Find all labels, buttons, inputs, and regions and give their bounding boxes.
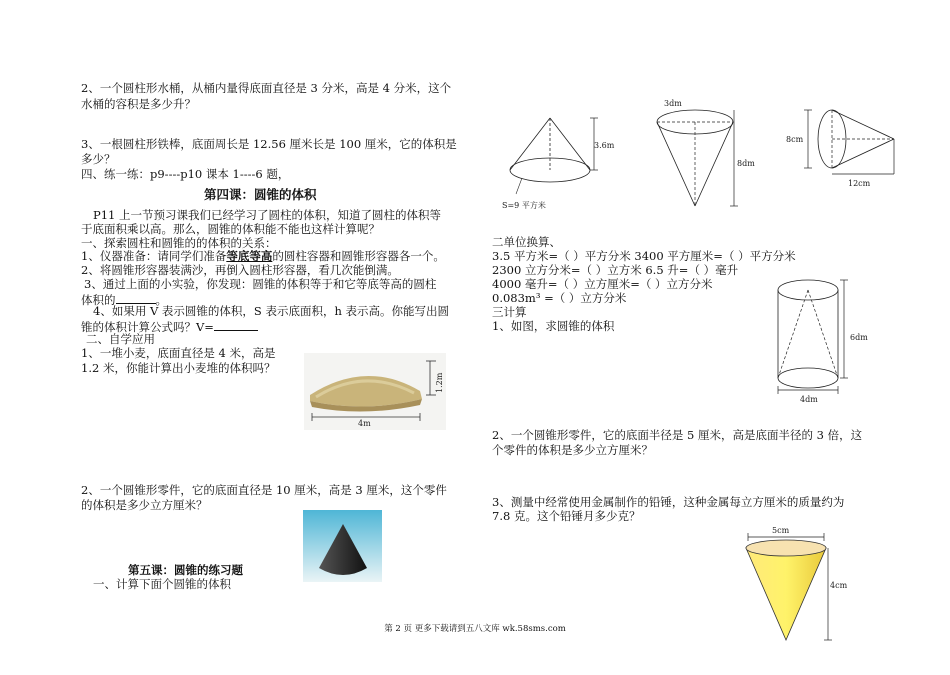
- cone1-base-label: S=9 平方米: [502, 201, 546, 210]
- calculation-3-line1: 3、测量中经常使用金属制作的铅锤，这种金属每立方厘米的质量约为: [492, 495, 845, 509]
- cylinder-cone-figure: [768, 276, 878, 406]
- weight-width-label: 5cm: [772, 526, 790, 535]
- unit-line2: 2300 立方分米=（ ）立方米 6.5 升=（ ）毫升: [492, 263, 739, 277]
- cone3-height-label: 8cm: [786, 135, 804, 144]
- self-study-heading: 二、自学应用: [86, 332, 155, 346]
- intro-line2: 于底面积乘以高。那么，圆锥的体积能不能也这样计算呢？: [81, 222, 380, 236]
- sand-pile-figure: [304, 353, 446, 430]
- cone1-height-label: 3.6m: [594, 141, 615, 150]
- formula-blank: [214, 318, 258, 331]
- cylinder-height-label: 6dm: [850, 333, 868, 342]
- fill-blank: [116, 291, 156, 304]
- sand-height-label: 1.2m: [435, 372, 444, 393]
- cone3-width-label: 12cm: [848, 179, 871, 188]
- step2: 2、将圆锥形容器装满沙，再倒入圆柱形容器，看几次能倒满。: [81, 263, 399, 277]
- unit-line4: 0.083m³ =（ ）立方分米: [492, 291, 627, 305]
- calculation-3-line2: 7.8 克。这个铅锤月多少克？: [492, 509, 641, 523]
- step3-suffix: 。: [155, 293, 167, 307]
- explore-heading: 一、探索圆柱和圆锥的的体积的关系：: [81, 236, 277, 250]
- step1-emphasis: 等底等高: [226, 249, 273, 263]
- cone-photo-figure: [303, 510, 382, 582]
- intro-line1: P11 上一节预习课我们已经学习了圆柱的体积，知道了圆柱的体积等: [93, 208, 442, 222]
- step1-suffix: 的圆柱容器和圆锥形容器各一个。: [272, 249, 445, 263]
- application2-line2: 的体积是多少立方厘米？: [81, 498, 208, 512]
- application2-line1: 2、一个圆锥形零件，它的底面直径是 10 厘米，高是 3 厘米，这个零件: [81, 483, 447, 497]
- calculation-1: 1、如图，求圆锥的体积: [492, 319, 615, 333]
- question-2-line2: 水桶的容积是多少升？: [81, 97, 196, 111]
- cone-figure-3: [786, 100, 906, 192]
- cone-figure-1: [502, 112, 622, 214]
- unit-line1: 3.5 平方米=（ ）平方分米 3400 平方厘米=（ ）平方分米: [492, 249, 796, 263]
- step1-prefix: 1、仪器准备：请同学们准备: [81, 249, 227, 263]
- step1: [81, 249, 445, 264]
- question-2-line1: 2、一个圆柱形水桶，从桶内量得底面直径是 3 分米，高是 4 分米，这个: [81, 81, 452, 95]
- lesson4-title: 第四课：圆锥的体积: [204, 187, 317, 202]
- calculation-heading: 三计算: [492, 305, 527, 319]
- practice-assignment: 四、练一练：p9----p10 课本 1----6 题，: [81, 167, 290, 181]
- calculation-2-line1: 2、一个圆锥形零件，它的底面半径是 5 厘米，高是底面半径的 3 倍，这: [492, 428, 863, 442]
- question-3-line2: 多少？: [81, 152, 116, 166]
- application1-line2: 1.2 米，你能计算出小麦堆的体积吗？: [81, 361, 276, 375]
- cylinder-width-label: 4dm: [800, 395, 818, 404]
- application1-line1: 1、一堆小麦，底面直径是 4 米，高是: [81, 346, 276, 360]
- unit-conversion-heading: 二单位换算、: [492, 235, 561, 249]
- sand-width-label: 4m: [358, 419, 371, 428]
- weight-height-label: 4cm: [830, 581, 848, 590]
- lesson5-calc-heading: 一、计算下面个圆锥的体积: [93, 577, 231, 591]
- lesson5-title: 第五课：圆锥的练习题: [128, 563, 243, 577]
- question-3-line1: 3、一根圆柱形铁棒，底面周长是 12.56 厘米长是 100 厘米，它的体积是: [81, 137, 457, 151]
- page-footer: 第 2 页 更多下载请到五八文库 wk.58sms.com: [384, 624, 566, 634]
- unit-line3: 4000 毫升=（ ）立方厘米=（ ）立方分米: [492, 277, 713, 291]
- step3-prefix: 体积的: [81, 293, 116, 307]
- step3-line1: 3、通过上面的小实验，你发现：圆锥的体积等于和它等底等高的圆柱: [84, 277, 437, 291]
- calculation-2-line2: 个零件的体积是多少立方厘米？: [492, 443, 653, 457]
- step4-line1: 4、如果用 V 表示圆锥的体积，S 表示底面积，h 表示高。你能写出圆: [93, 304, 450, 318]
- cone2-height-label: 8dm: [737, 159, 755, 168]
- cone2-diameter-label: 3dm: [664, 99, 682, 108]
- step4-prefix: 锥的体积计算公式吗？V=: [81, 320, 214, 334]
- cone-figure-2: [650, 96, 762, 218]
